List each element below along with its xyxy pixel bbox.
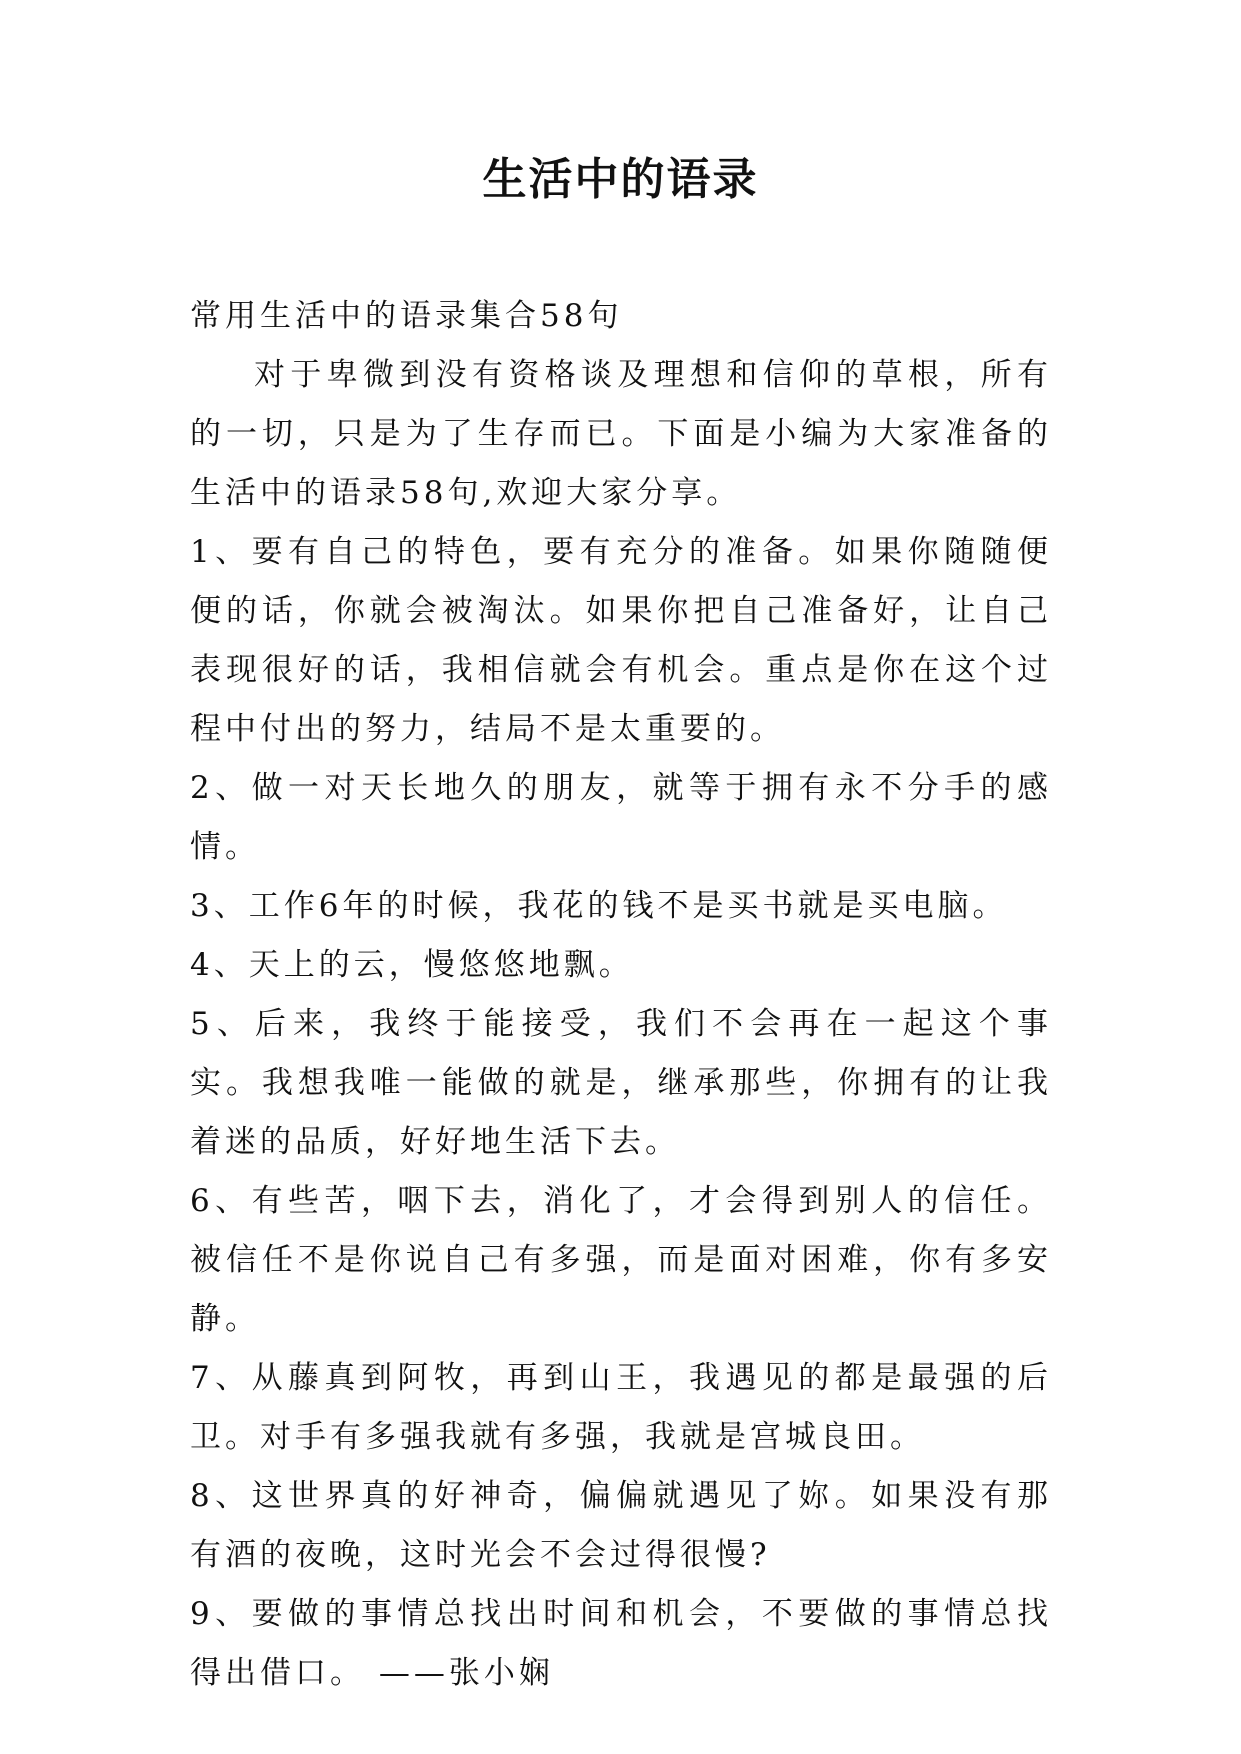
- quote-item-1: 1、要有自己的特色，要有充分的准备。如果你随随便便的话，你就会被淘汰。如果你把自己准备好，让自己表现很好的话，我相信就会有机会。重点是你在这个过程中付出的努力，结局不是太重要的。: [190, 534, 1052, 747]
- quote-item-9: 9、要做的事情总找出时间和机会，不要做的事情总找得出借口。 ——张小娴: [190, 1596, 1052, 1691]
- quote-item-7: 7、从藤真到阿牧，再到山王，我遇见的都是最强的后卫。对手有多强我就有多强，我就是宫城良田。: [190, 1360, 1052, 1455]
- quote-item-5: 5、后来，我终于能接受，我们不会再在一起这个事实。我想我唯一能做的就是，继承那些，你拥有的让我着迷的品质，好好地生活下去。: [190, 1006, 1052, 1160]
- document-body: [190, 287, 1052, 1703]
- quote-item-8: 8、这世界真的好神奇，偏偏就遇见了妳。如果没有那有酒的夜晚，这时光会不会过得很慢?: [190, 1478, 1052, 1573]
- quote-item-3: 3、工作6年的时候，我花的钱不是买书就是买电脑。: [190, 888, 1008, 924]
- quote-item-2: 2、做一对天长地久的朋友，就等于拥有永不分手的感情。: [190, 770, 1052, 865]
- quote-item-6: 6、有些苦，咽下去，消化了，才会得到别人的信任。被信任不是你说自己有多强，而是面对困难，你有多安静。: [190, 1183, 1052, 1337]
- document-subtitle: 常用生活中的语录集合58句: [190, 298, 623, 334]
- quote-item-4: 4、天上的云，慢悠悠地飘。: [190, 947, 634, 983]
- page-title: 生活中的语录: [482, 154, 759, 205]
- intro-paragraph: 对于卑微到没有资格谈及理想和信仰的草根，所有的一切，只是为了生存而已。下面是小编为大家准备的生活中的语录58句,欢迎大家分享。: [190, 357, 1052, 511]
